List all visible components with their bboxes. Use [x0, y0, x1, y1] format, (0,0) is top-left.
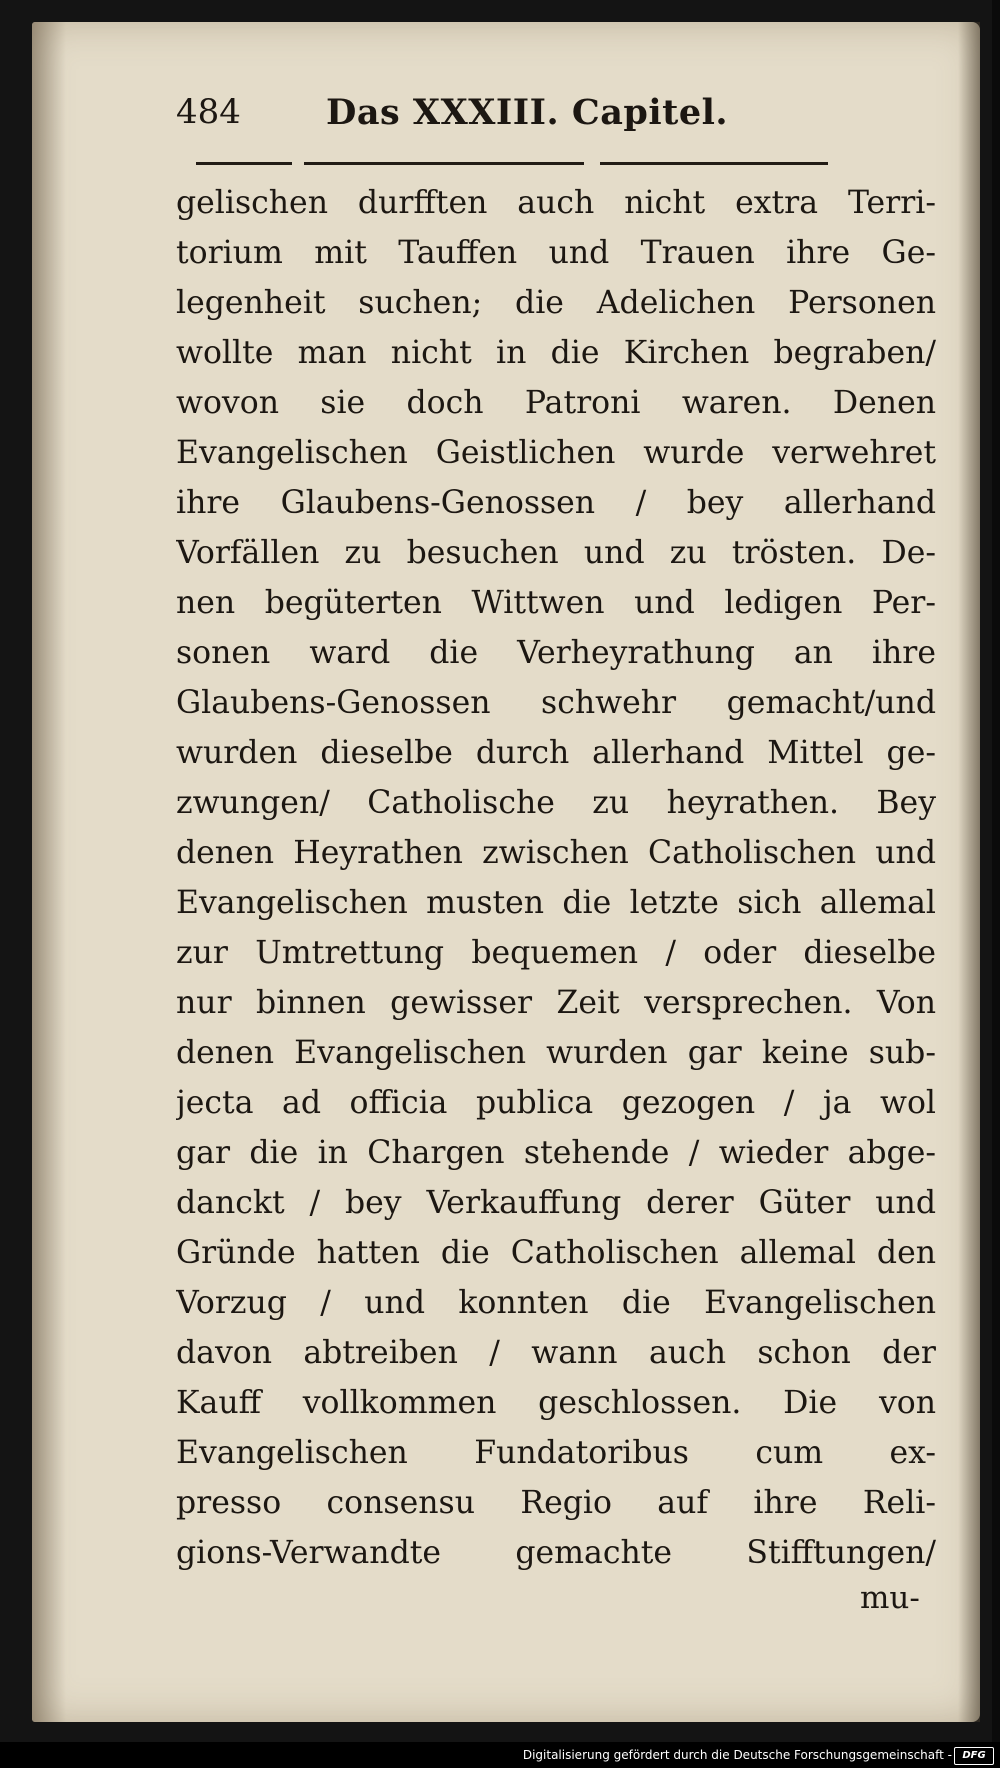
- text-line: zur Umtrettung bequemen / oder dieselbe: [176, 935, 936, 971]
- text-line: gelischen durfften auch nicht extra Terri-: [176, 185, 936, 221]
- text-line: Vorzug / und konnten die Evangelischen: [176, 1285, 936, 1321]
- running-head: Das XXXIII. Capitel.: [326, 92, 729, 133]
- text-line: wollte man nicht in die Kirchen begraben/: [176, 335, 936, 371]
- text-line: zwungen/ Catholische zu heyrathen. Bey: [176, 785, 936, 821]
- text-line: nur binnen gewisser Zeit versprechen. Von: [176, 985, 936, 1021]
- text-line: Glaubens-Genossen schwehr gemacht/und: [176, 685, 936, 721]
- text-line: Vorfällen zu besuchen und zu trösten. De-: [176, 535, 936, 571]
- footer-credit: Digitalisierung gefördert durch die Deutsche Forschungsgemeinschaft -: [522, 1748, 952, 1762]
- text-line: presso consensu Regio auf ihre Reli-: [176, 1485, 936, 1521]
- header-rule-middle: [304, 162, 584, 165]
- dfg-logo: DFG: [954, 1747, 994, 1765]
- text-line: ihre Glaubens-Genossen / bey allerhand: [176, 485, 936, 521]
- text-line: wurden dieselbe durch allerhand Mittel ge-: [176, 735, 936, 771]
- catchword: mu-: [860, 1580, 920, 1616]
- header-rule-left: [196, 162, 292, 165]
- page-header: [176, 92, 936, 150]
- text-line: Evangelischen Fundatoribus cum ex-: [176, 1435, 936, 1471]
- text-line: gar die in Chargen stehende / wieder abge-: [176, 1135, 936, 1171]
- text-line: Evangelischen Geistlichen wurde verwehret: [176, 435, 936, 471]
- text-line: davon abtreiben / wann auch schon der: [176, 1335, 936, 1371]
- text-line: torium mit Tauffen und Trauen ihre Ge-: [176, 235, 936, 271]
- text-line: nen begüterten Wittwen und ledigen Per-: [176, 585, 936, 621]
- text-line: denen Heyrathen zwischen Catholischen und: [176, 835, 936, 871]
- text-line: gions-Verwandte gemachte Stifftungen/: [176, 1535, 936, 1571]
- text-line: Gründe hatten die Catholischen allemal den: [176, 1235, 936, 1271]
- text-line: legenheit suchen; die Adelichen Personen: [176, 285, 936, 321]
- body-text: [176, 178, 936, 1578]
- text-line: Kauff vollkommen geschlossen. Die von: [176, 1385, 936, 1421]
- page-edge-shadow: [958, 22, 980, 1722]
- text-line: Evangelischen musten die letzte sich allemal: [176, 885, 936, 921]
- text-line: wovon sie doch Patroni waren. Denen: [176, 385, 936, 421]
- header-rule-right: [600, 162, 828, 165]
- text-line: denen Evangelischen wurden gar keine sub-: [176, 1035, 936, 1071]
- text-line: sonen ward die Verheyrathung an ihre: [176, 635, 936, 671]
- page-number: 484: [176, 92, 241, 132]
- page-fold-shadow: [32, 22, 66, 1722]
- text-line: danckt / bey Verkauffung derer Güter und: [176, 1185, 936, 1221]
- text-line: jecta ad officia publica gezogen / ja wol: [176, 1085, 936, 1121]
